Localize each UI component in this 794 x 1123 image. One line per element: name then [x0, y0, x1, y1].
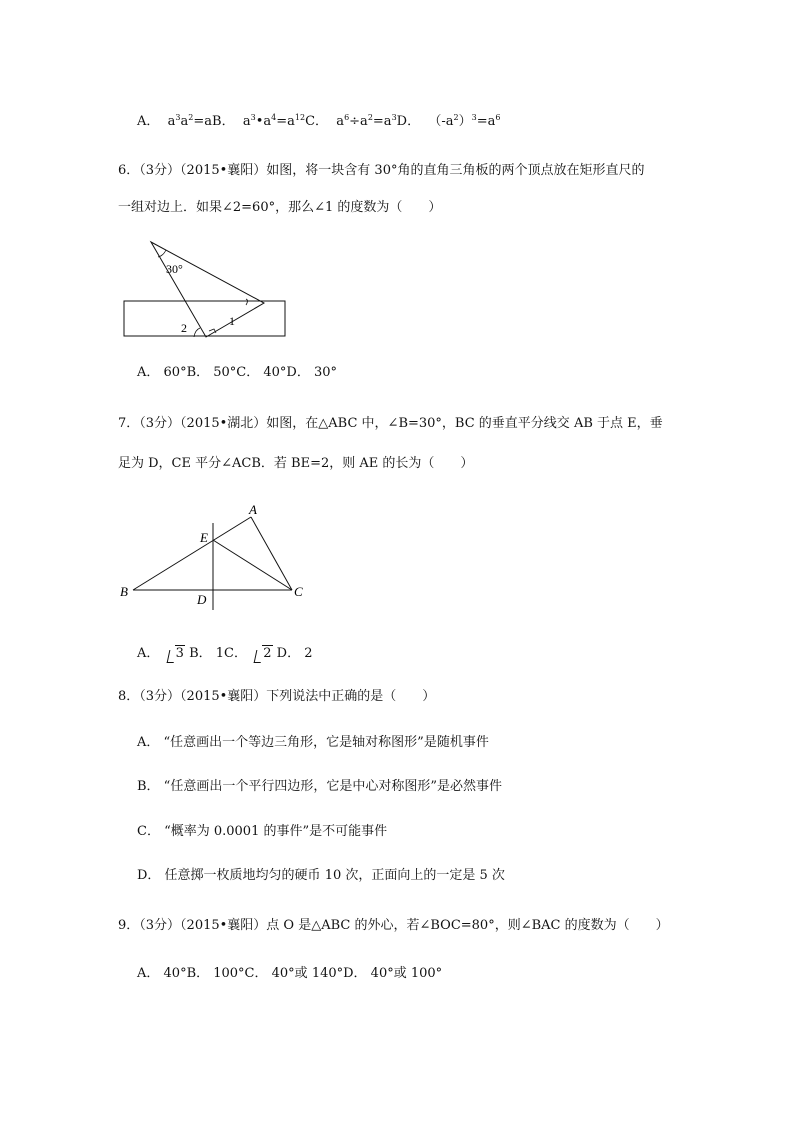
q6-stem-line2: 一组对边上．如果∠2=60°，那么∠1 的度数为（ ） — [118, 200, 442, 215]
q6-right-angle-mark — [209, 329, 216, 333]
q9-stem: 9．（3分）（2015•襄阳）点 O 是△ABC 的外心，若∠BOC=80°，则∠BAC 的度数为（ ） — [118, 918, 669, 933]
q8-stem: 8．（3分）（2015•襄阳）下列说法中正确的是（ ） — [118, 689, 436, 704]
q6-angle-1-arc — [246, 299, 248, 305]
q6-triangle — [151, 242, 264, 337]
q7-label-a: A — [249, 502, 257, 517]
q7-option-d: D． 2 — [276, 646, 313, 661]
q6-ruler — [124, 301, 285, 336]
q9-answers: A． 40°B． 100°C． 40°或 140°D． 40°或 100° — [137, 966, 443, 981]
q8-option-b: B． “任意画出一个平行四边形，它是中心对称图形”是必然事件 — [137, 779, 502, 794]
q5-option-b: B． $a^3•a^4=a^{12}$ — [212, 113, 306, 129]
q6-label-2: 2 — [181, 321, 187, 335]
q7-option-a-label: A． — [137, 646, 160, 661]
q8-option-a: A． “任意画出一个等边三角形，它是轴对称图形”是随机事件 — [137, 735, 489, 750]
q7-label-d: D — [197, 592, 207, 607]
q7-segment-ec — [213, 540, 292, 590]
q7-figure — [115, 495, 315, 615]
q7-answers — [137, 642, 313, 661]
q7-stem-line1: 7．（3分）（2015•湖北）如图，在△ABC 中，∠B=30°，BC 的垂直平分线交 AB 于点 E，垂 — [118, 416, 663, 431]
q6-stem-line1: 6．（3分）（2015•襄阳）如图，将一块含有 30°角的直角三角板的两个顶点放在矩形直尺的 — [118, 163, 645, 178]
q7-segment-ba — [133, 517, 251, 590]
q7-label-c: C — [294, 584, 303, 599]
q6-label-30: 30° — [166, 262, 183, 276]
q7-option-bc: B． 1C． — [189, 646, 247, 661]
q7-segment-ac — [251, 517, 292, 590]
q8-option-d: D． 任意掷一枚质地均匀的硬币 10 次，正面向上的一定是 5 次 — [137, 868, 505, 883]
q7-sqrt3: 3 — [168, 646, 185, 661]
q6-figure — [118, 237, 298, 347]
q7-label-e: E — [200, 530, 208, 545]
q6-answers: A． 60°B． 50°C． 40°D． 30° — [137, 365, 338, 380]
q8-option-c: C． “概率为 0.0001 的事件”是不可能事件 — [137, 824, 388, 839]
q5-option-c: C． $a^6\div a^2=a^3$ — [305, 113, 397, 129]
q5-options — [137, 110, 500, 129]
q7-label-b: B — [120, 584, 128, 599]
q5-option-a: A． $a^3a^2=a$ — [137, 113, 213, 129]
q5-option-d: D． $(-a^2)^3=a^6$ — [396, 113, 501, 129]
q6-label-1: 1 — [229, 314, 235, 328]
q7-stem-line2: 足为 D，CE 平分∠ACB．若 BE=2，则 AE 的长为（ ） — [118, 456, 474, 471]
q7-sqrt2: 2 — [255, 646, 272, 661]
